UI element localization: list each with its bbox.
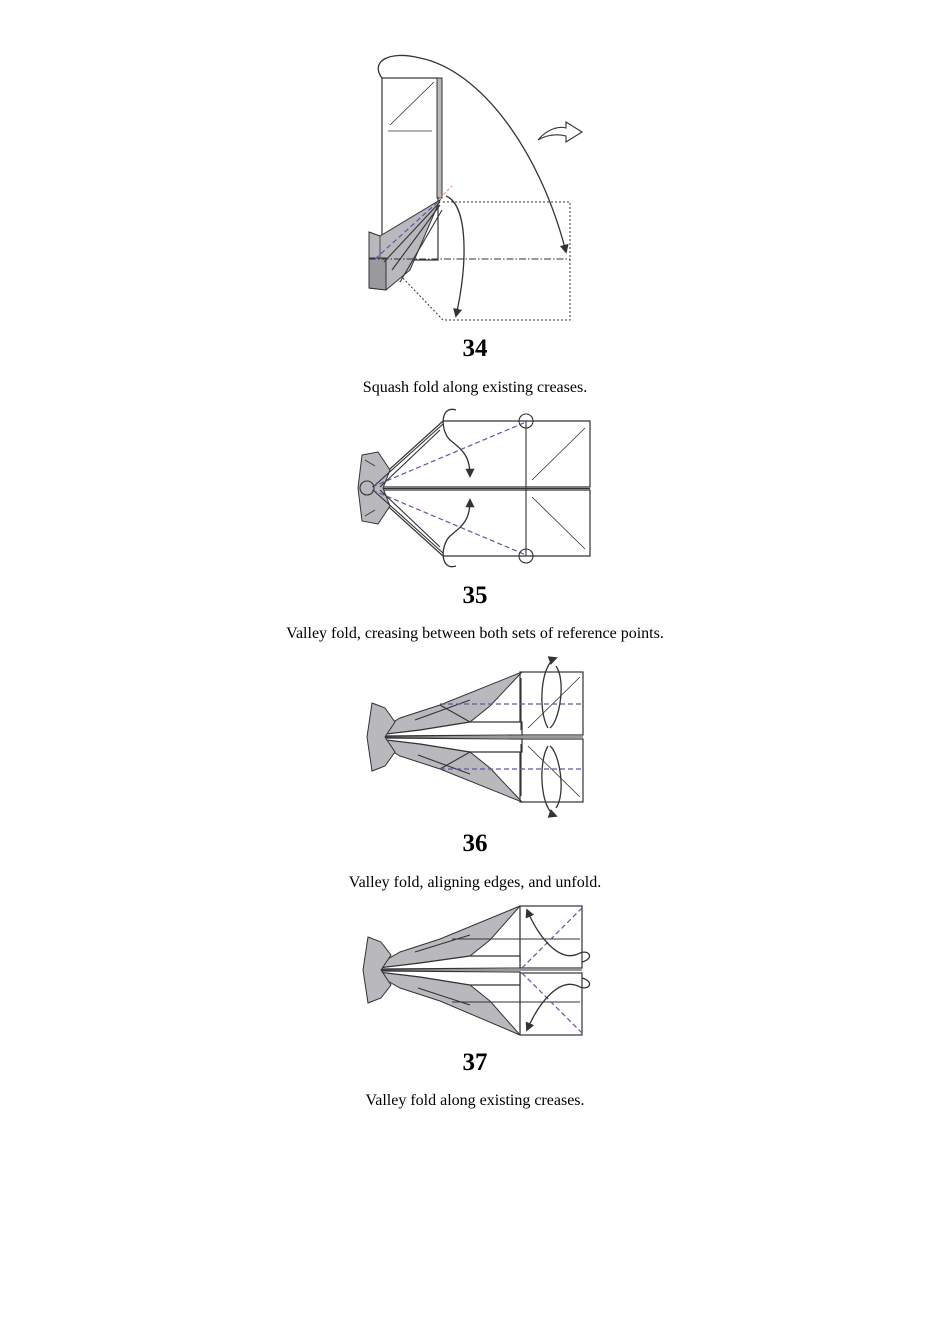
step-35-diagram <box>355 405 600 575</box>
step-35-number: 35 <box>462 582 488 609</box>
step-36-caption: Valley fold, aligning edges, and unfold. <box>348 874 602 891</box>
lower-flap <box>370 490 590 556</box>
step-34-number: 34 <box>462 335 488 362</box>
step-36-diagram <box>355 655 595 820</box>
step-37-number: 37 <box>462 1049 488 1076</box>
paper-strip-edge <box>437 78 442 198</box>
turn-over-arrow-icon <box>538 122 582 142</box>
step-35-caption: Valley fold, creasing between both sets of reference points. <box>286 625 664 642</box>
step-34-diagram <box>355 50 595 330</box>
upper-flap <box>370 421 590 487</box>
step-37-caption: Valley fold along existing creases. <box>365 1092 585 1109</box>
step-37-diagram <box>355 900 595 1040</box>
fold-arrow-small <box>446 196 464 316</box>
step-36-number: 36 <box>462 830 488 857</box>
step-34-caption: Squash fold along existing creases. <box>362 379 588 396</box>
